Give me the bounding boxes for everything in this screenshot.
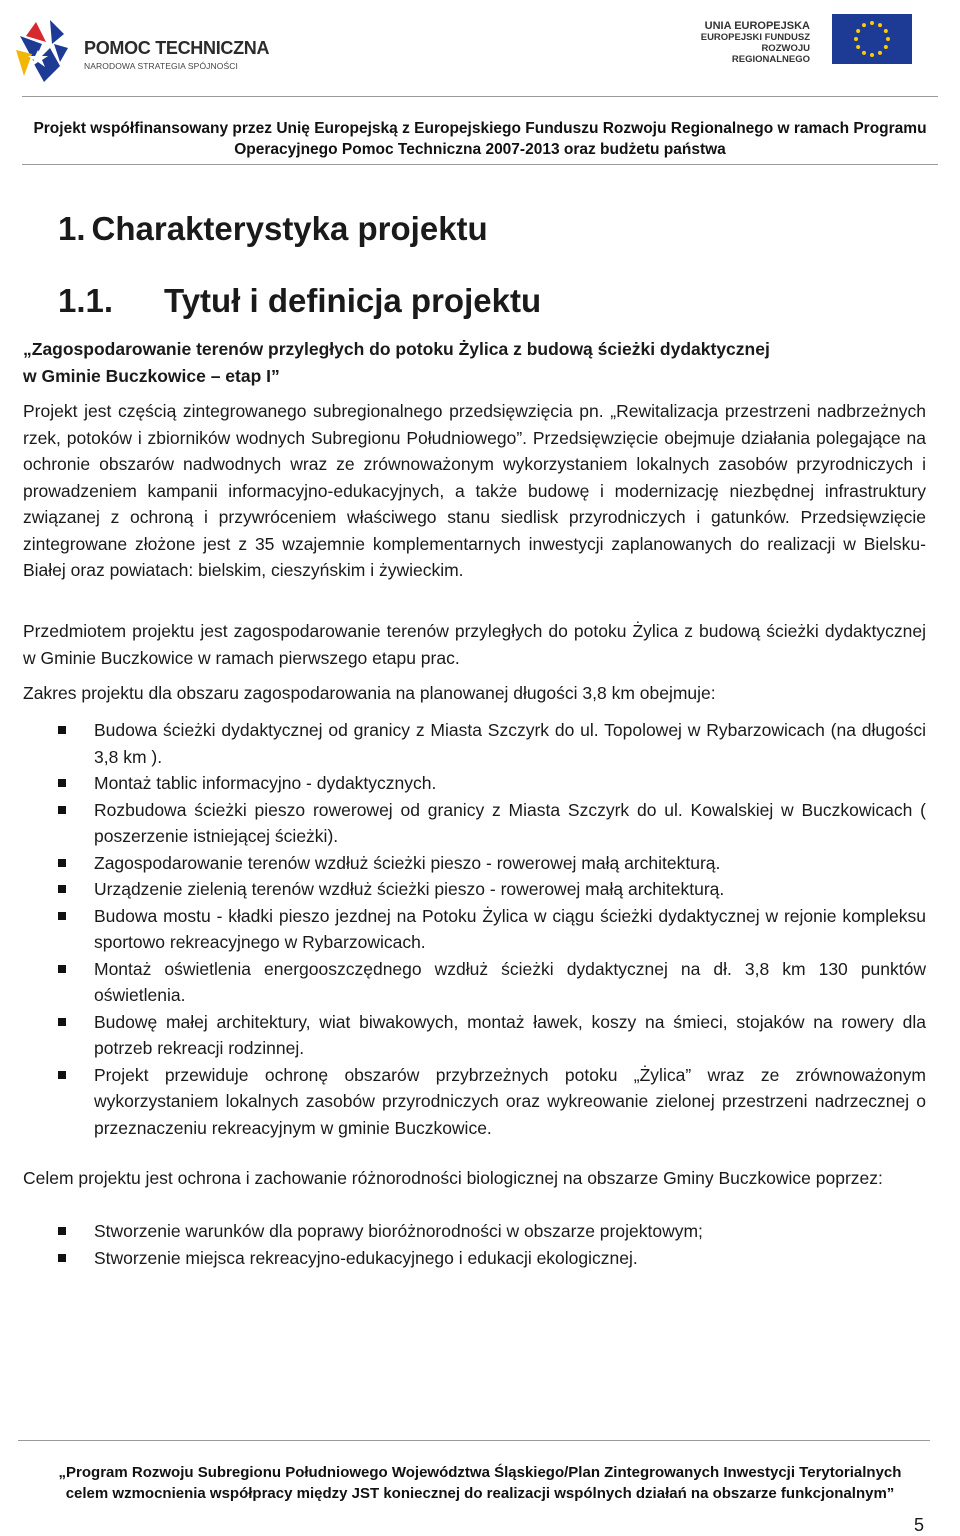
project-title-line1: „Zagospodarowanie terenów przyległych do potoku Żylica z budową ścieżki dydaktycznej — [23, 339, 770, 359]
eu-star-icon — [878, 23, 882, 27]
list-item-text: Urządzenie zielenią terenów wzdłuż ścieżki pieszo - rowerowej małą architekturą. — [94, 879, 725, 899]
eu-logo-line2: EUROPEJSKI FUNDUSZ — [700, 32, 810, 43]
eu-star-icon — [870, 21, 874, 25]
eu-star-icon — [870, 53, 874, 57]
pomoc-techniczna-logo — [14, 14, 270, 86]
square-bullet-icon — [58, 885, 66, 893]
eu-star-icon — [886, 37, 890, 41]
square-bullet-icon — [58, 1018, 66, 1026]
square-bullet-icon — [58, 806, 66, 814]
header-divider-bottom — [22, 164, 938, 165]
eu-star-icon — [862, 23, 866, 27]
scope-text: Zakres projektu dla obszaru zagospodarowania na planowanej długości 3,8 km obejmuje: — [23, 683, 716, 703]
goal-text: Celem projektu jest ochrona i zachowanie różnorodności biologicznej na obszarze Gminy Buczkowice poprzez: — [23, 1168, 883, 1188]
square-bullet-icon — [58, 1254, 66, 1262]
subject-text: Przedmiotem projektu jest zagospodarowanie terenów przyległych do potoku Żylica z budową ścieżki dydaktycznej w Gminie Buczkowice w ramach pierwszego etapu prac. — [23, 621, 926, 668]
section-title: Charakterystyka projektu — [91, 210, 488, 247]
list-item — [23, 876, 926, 903]
list-item — [23, 797, 926, 850]
eu-star-icon — [854, 37, 858, 41]
eu-star-icon — [856, 29, 860, 33]
list-item-text: Stworzenie miejsca rekreacyjno-edukacyjnego i edukacji ekologicznej. — [94, 1247, 638, 1268]
intro-text: Projekt jest częścią zintegrowanego subregionalnego przedsięwzięcia pn. „Rewitalizacja przestrzeni nadbrzeżnych rzek, potoków i zbiorników wodnych Subregionu Południowego”. Przedsięwzięcie obejmuje działania polegające na ochronie obszarów nadwodnych wraz ze zrównoważonym wykorzystaniem lokalnych zasobów przyrodniczych i prowadzeniem kampanii informacyjno-edukacyjnych, a także budowę i modernizację niezbędnej infrastruktury związanej z ochroną i przywróceniem właściwego stanu siedlisk przyrodniczych i gatunków. Przedsięwzięcie zintegrowane złożone jest z 35 wzajemnie komplementarnych inwestycji zaplanowanych do realizacji w Bielsku-Białej oraz powiatach: bielskim, cieszyńskim i żywieckim. — [23, 401, 926, 580]
square-bullet-icon — [58, 1071, 66, 1079]
list-item-text: Budowa mostu - kładki pieszo jezdnej na Potoku Żylica w ciągu ścieżki dydaktycznej w rejonie kompleksu sportowo rekreacyjnego w Rybarzowicach. — [94, 905, 926, 952]
header-cofinancing-note — [0, 118, 960, 160]
section-heading — [58, 210, 488, 248]
list-item-text: Stworzenie warunków dla poprawy bioróżnorodności w obszarze projektowym; — [94, 1221, 703, 1241]
subsection-number: 1.1. — [58, 282, 114, 319]
goal-paragraph — [23, 1165, 926, 1192]
header-note-line1: Projekt współfinansowany przez Unię Europejską z Europejskiego Funduszu Rozwoju Regionalnego w ramach Programu — [33, 120, 927, 137]
eu-logo-line1: UNIA EUROPEJSKA — [704, 20, 810, 32]
eu-star-icon — [862, 51, 866, 55]
list-item — [23, 903, 926, 956]
list-item — [23, 850, 926, 877]
eu-logo-text — [682, 20, 810, 65]
logo-left-name: POMOC TECHNICZNA — [84, 38, 270, 58]
eu-logo-line3: ROZWOJU REGIONALNEGO — [731, 43, 810, 65]
eu-star-icon — [856, 45, 860, 49]
square-bullet-icon — [58, 726, 66, 734]
list-item-text: Budowa ścieżki dydaktycznej od granicy z Miasta Szczyrk do ul. Topolowej w Rybarzowicach (na długości 3,8 km ). — [94, 720, 926, 767]
scope-list — [23, 717, 926, 1141]
list-item-text: Montaż oświetlenia energooszczędnego wzdłuż ścieżki dydaktycznej na dł. 3,8 km 130 punktów oświetlenia. — [94, 958, 926, 1005]
list-item — [23, 956, 926, 1009]
footer-divider — [18, 1440, 930, 1441]
list-item-text: Budowę małej architektury, wiat biwakowych, montaż ławek, koszy na śmieci, stojaków na rowery dla potrzeb rekreacji rodzinnej. — [94, 1011, 926, 1058]
project-title-line2: w Gminie Buczkowice – etap I” — [23, 365, 280, 386]
square-bullet-icon — [58, 779, 66, 787]
project-title — [23, 336, 926, 389]
logo-left-subtitle: NARODOWA STRATEGIA SPÓJNOŚCI — [84, 61, 238, 71]
goal-list — [23, 1218, 926, 1271]
pomoc-techniczna-logo-icon — [14, 14, 70, 84]
square-bullet-icon — [58, 965, 66, 973]
square-bullet-icon — [58, 859, 66, 867]
footer-note-line1: „Program Rozwoju Subregionu Południowego Województwa Śląskiego/Plan Zintegrowanych Inwestycji Terytorialnych — [58, 1464, 902, 1481]
header-note-line2: Operacyjnego Pomoc Techniczna 2007-2013 oraz budżetu państwa — [234, 141, 726, 158]
eu-star-icon — [884, 29, 888, 33]
header-divider — [22, 96, 938, 97]
section-number: 1. — [58, 210, 86, 247]
eu-flag-icon — [832, 14, 912, 64]
square-bullet-icon — [58, 912, 66, 920]
list-item-text: Projekt przewiduje ochronę obszarów przybrzeżnych potoku „Żylica” wraz ze zrównoważonym wykorzystaniem lokalnych zasobów przyrodniczych oraz wykreowanie zielonej przestrzeni nadrzecznej o przeznaczeniu rekreacyjnym w gminie Buczkowice. — [94, 1064, 926, 1138]
subsection-heading — [58, 282, 541, 320]
list-item — [23, 1009, 926, 1062]
footer-note-line2: celem wzmocnienia współpracy między JST koniecznej do realizacji wspólnych działań na obszarze funkcjonalnym” — [65, 1485, 895, 1502]
page-number: 5 — [913, 1515, 924, 1535]
subject-paragraph — [23, 618, 926, 671]
scope-paragraph — [23, 680, 926, 707]
list-item — [23, 1218, 926, 1245]
intro-paragraph — [23, 398, 926, 584]
eu-logo — [682, 14, 912, 66]
list-item — [23, 770, 926, 797]
eu-star-icon — [884, 45, 888, 49]
list-item — [23, 717, 926, 770]
list-item — [23, 1062, 926, 1142]
list-item-text: Rozbudowa ścieżki pieszo rowerowej od granicy z Miasta Szczyrk do ul. Kowalskiej w Buczkowicach ( poszerzenie istniejącej ścieżki). — [94, 799, 926, 846]
eu-star-icon — [878, 51, 882, 55]
list-item-text: Montaż tablic informacyjno - dydaktycznych. — [94, 773, 437, 793]
list-item — [23, 1245, 926, 1272]
square-bullet-icon — [58, 1227, 66, 1235]
footer-program-note — [0, 1462, 960, 1504]
list-item-text: Zagospodarowanie terenów wzdłuż ścieżki pieszo - rowerowej małą architekturą. — [94, 852, 721, 873]
subsection-title: Tytuł i definicja projektu — [164, 282, 542, 319]
